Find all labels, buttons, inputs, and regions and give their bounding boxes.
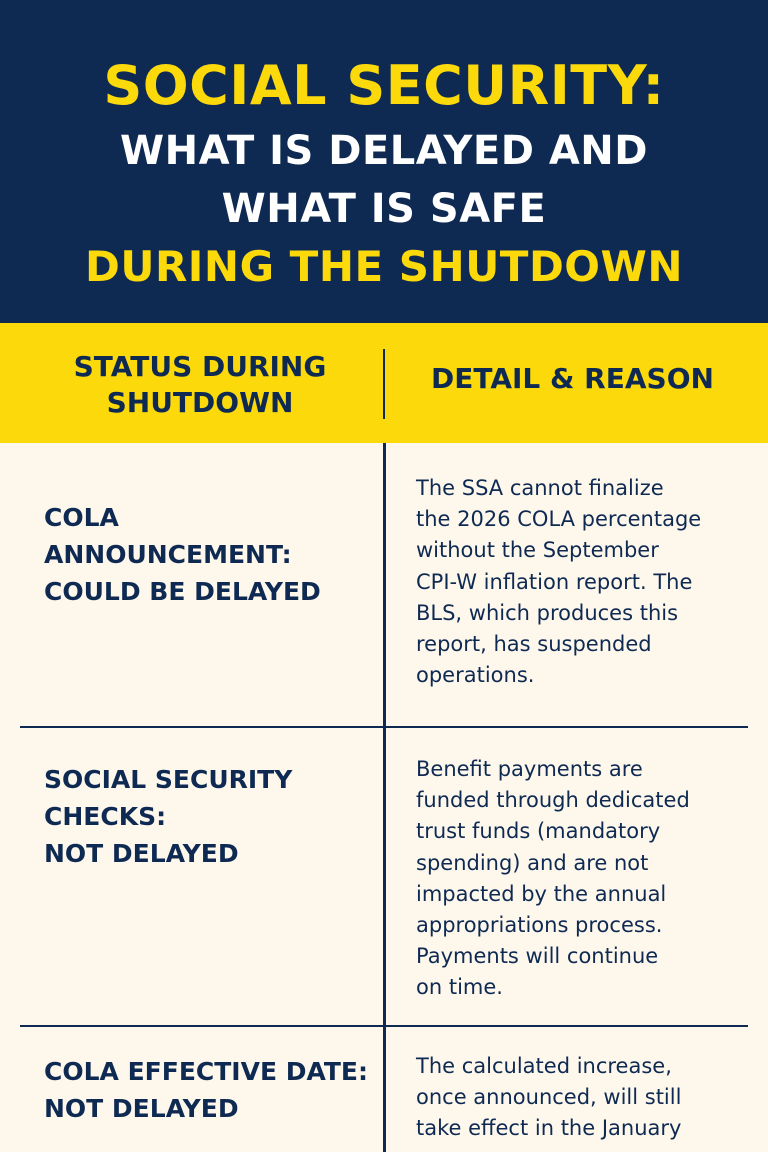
row-divider-1: [20, 726, 748, 728]
title-banner: [0, 0, 768, 323]
row-1-status: COLA ANNOUNCEMENT: COULD BE DELAYED: [44, 503, 321, 606]
row-divider-2: [20, 1025, 748, 1027]
column-header-detail: DETAIL & REASON: [431, 362, 714, 395]
row-3-detail: The calculated increase, once announced, will still take effect in the January: [416, 1054, 682, 1141]
title-line-4: DURING THE SHUTDOWN: [85, 242, 683, 291]
column-divider: [383, 443, 386, 1152]
title-line-1: SOCIAL SECURITY:: [103, 54, 665, 117]
row-2-detail: Benefit payments are funded through dedicated trust funds (mandatory spending) and are not impacted by the annual appropriations process. Payments will continue on time.: [416, 757, 690, 1000]
row-3-status: COLA EFFECTIVE DATE: NOT DELAYED: [44, 1057, 369, 1123]
column-header-bar: [0, 323, 768, 443]
title-line-2: WHAT IS DELAYED AND: [120, 128, 648, 174]
title-line-3: WHAT IS SAFE: [221, 186, 547, 232]
row-1-detail: The SSA cannot finalize the 2026 COLA percentage without the September CPI-W inflation report. The BLS, which produces this report, has suspended operations.: [416, 476, 702, 688]
row-2-status: SOCIAL SECURITY CHECKS: NOT DELAYED: [44, 765, 293, 868]
column-header-divider: [383, 349, 385, 419]
column-header-status: STATUS DURING SHUTDOWN: [73, 350, 327, 419]
